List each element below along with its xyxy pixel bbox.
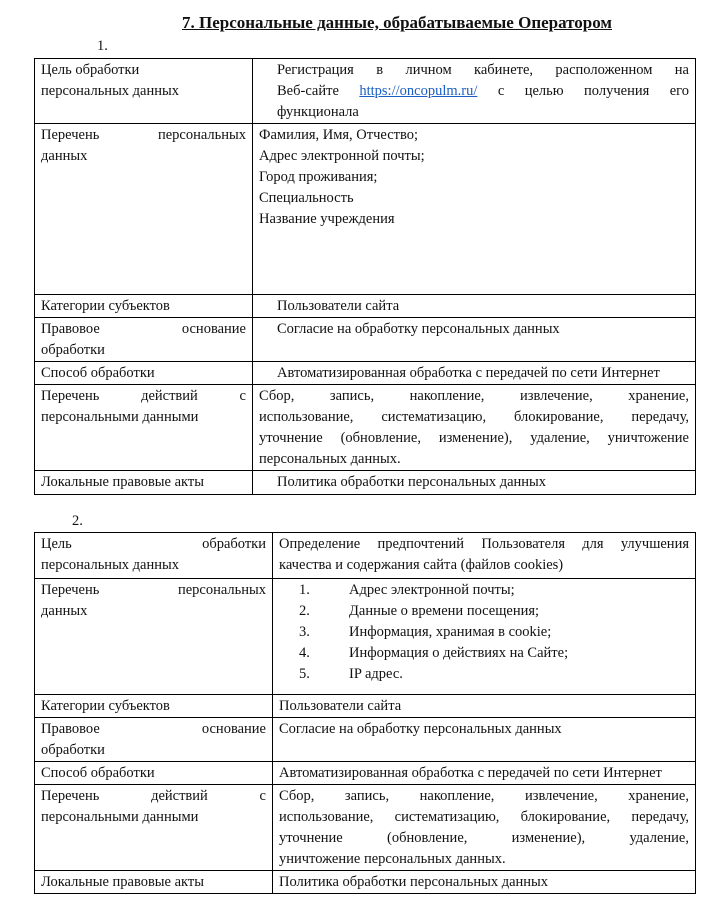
section-title: 7. Персональные данные, обрабатываемые Оператором: [181, 13, 613, 32]
row-label-cell: [35, 579, 273, 695]
row-value-cell: [273, 718, 696, 762]
row-label-line: Способ обработки: [41, 365, 155, 381]
row-value-cell: [253, 124, 696, 295]
row-label-line: Способ обработки: [41, 765, 155, 781]
row-value-cell: [253, 362, 696, 385]
row-label-cell: [35, 362, 253, 385]
row-label-line: данных: [41, 603, 88, 619]
table-row: [35, 385, 696, 471]
value-line: Адрес электронной почты;: [259, 148, 425, 164]
value-line: Название учреждения: [259, 211, 395, 227]
row-label-line: персональными данными: [41, 409, 199, 425]
value-text: Веб-сайте: [277, 83, 339, 99]
value-line: функционала: [277, 104, 359, 120]
value-line: использование, систематизацию, блокирование, передачу,: [279, 809, 689, 825]
row-value-cell: [253, 385, 696, 471]
row-label-line: обработки: [41, 342, 105, 358]
row-value-cell: [253, 318, 696, 362]
list-text: IP адрес.: [349, 666, 403, 682]
row-label-cell: [35, 318, 253, 362]
value-line: Согласие на обработку персональных данных: [279, 721, 562, 737]
row-value-cell: [253, 59, 696, 124]
row-label-cell: [35, 59, 253, 124]
table-row: [35, 718, 696, 762]
row-label-cell: [35, 471, 253, 495]
row-value-cell: [253, 295, 696, 318]
value-line: Автоматизированная обработка с передачей по сети Интернет: [277, 365, 660, 381]
value-line: качества и содержания сайта (файлов cookies): [279, 557, 564, 573]
value-line: Сбор, запись, накопление, извлечение, хранение,: [259, 388, 689, 404]
table-row: [35, 59, 696, 124]
value-line: Согласие на обработку персональных данных: [277, 321, 560, 337]
list-item: [279, 643, 689, 664]
list-number: 2.: [299, 603, 310, 619]
row-label-line: Правовое основание: [41, 321, 246, 337]
row-value-cell: [273, 762, 696, 785]
row-value-cell: [273, 533, 696, 579]
table-row: [35, 695, 696, 718]
row-value-cell: [273, 871, 696, 894]
row-label-cell: [35, 385, 253, 471]
row-value-cell: [273, 579, 696, 695]
section-number: 1.: [97, 38, 108, 54]
value-line: использование, систематизацию, блокирование, передачу,: [259, 409, 689, 425]
value-line: Фамилия, Имя, Отчество;: [259, 127, 419, 143]
list-number: 3.: [299, 624, 310, 640]
website-link[interactable]: https://oncopulm.ru/: [359, 83, 478, 99]
row-label-line: Локальные правовые акты: [41, 874, 204, 890]
value-line: уничтожение персональных данных.: [279, 851, 506, 867]
list-number: 1.: [299, 582, 310, 598]
row-value-cell: [273, 785, 696, 871]
row-label-line: Перечень действий с: [41, 388, 246, 404]
list-text: Адрес электронной почты;: [349, 582, 515, 598]
list-item: [279, 622, 689, 643]
row-label-cell: [35, 785, 273, 871]
value-line: Определение предпочтений Пользователя для улучшения: [279, 536, 689, 552]
table-row: [35, 579, 696, 695]
list-number: 4.: [299, 645, 310, 661]
row-label-line: Перечень действий с: [41, 788, 266, 804]
value-line: уточнение (обновление, изменение), удаление, уничтожение: [259, 430, 689, 446]
data-table: [34, 532, 696, 894]
value-line: Политика обработки персональных данных: [279, 874, 549, 890]
row-label-line: персональных данных: [41, 557, 180, 573]
value-line: Пользователи сайта: [277, 298, 400, 314]
row-label-line: Перечень персональных: [41, 582, 266, 598]
table-row: [35, 533, 696, 579]
row-value-cell: [253, 471, 696, 495]
section-number: 2.: [72, 513, 83, 529]
value-line: Пользователи сайта: [279, 698, 402, 714]
data-table: [34, 58, 696, 495]
row-label-line: обработки: [41, 742, 105, 758]
row-label-line: персональными данными: [41, 809, 199, 825]
row-label-line: данных: [41, 148, 88, 164]
value-line: Специальность: [259, 190, 354, 206]
value-line: [277, 81, 689, 102]
row-label-line: Локальные правовые акты: [41, 474, 204, 490]
table-row: [35, 124, 696, 295]
table-row: [35, 762, 696, 785]
value-line: Сбор, запись, накопление, извлечение, хранение,: [279, 788, 689, 804]
value-line: Регистрация в личном кабинете, расположенном на: [277, 62, 689, 78]
table-row: [35, 295, 696, 318]
table-row: [35, 471, 696, 495]
table-row: [35, 871, 696, 894]
row-label-line: персональных данных: [41, 83, 180, 99]
list-item: [279, 664, 689, 685]
table-row: [35, 318, 696, 362]
row-label-cell: [35, 124, 253, 295]
row-label-cell: [35, 695, 273, 718]
row-label-cell: [35, 762, 273, 785]
row-label-line: Цель обработки: [41, 62, 140, 78]
row-label-line: Правовое основание: [41, 721, 266, 737]
row-label-cell: [35, 295, 253, 318]
value-line: персональных данных.: [259, 451, 401, 467]
row-label-line: Цель обработки: [41, 536, 266, 552]
value-line: уточнение (обновление, изменение), удаление,: [279, 830, 689, 846]
value-text: с целью получения его: [497, 83, 689, 99]
row-value-cell: [273, 695, 696, 718]
row-label-cell: [35, 533, 273, 579]
list-text: Данные о времени посещения;: [349, 603, 540, 619]
list-item: [279, 601, 689, 622]
table-row: [35, 362, 696, 385]
value-line: Политика обработки персональных данных: [277, 474, 547, 490]
table-row: [35, 785, 696, 871]
row-label-cell: [35, 718, 273, 762]
row-label-line: Категории субъектов: [41, 298, 170, 314]
list-text: Информация, хранимая в cookie;: [349, 624, 552, 640]
row-label-cell: [35, 871, 273, 894]
list-text: Информация о действиях на Сайте;: [349, 645, 569, 661]
value-line: Город проживания;: [259, 169, 378, 185]
list-item: [279, 580, 689, 601]
value-line: Автоматизированная обработка с передачей по сети Интернет: [279, 765, 662, 781]
list-number: 5.: [299, 666, 310, 682]
row-label-line: Категории субъектов: [41, 698, 170, 714]
row-label-line: Перечень персональных: [41, 127, 246, 143]
